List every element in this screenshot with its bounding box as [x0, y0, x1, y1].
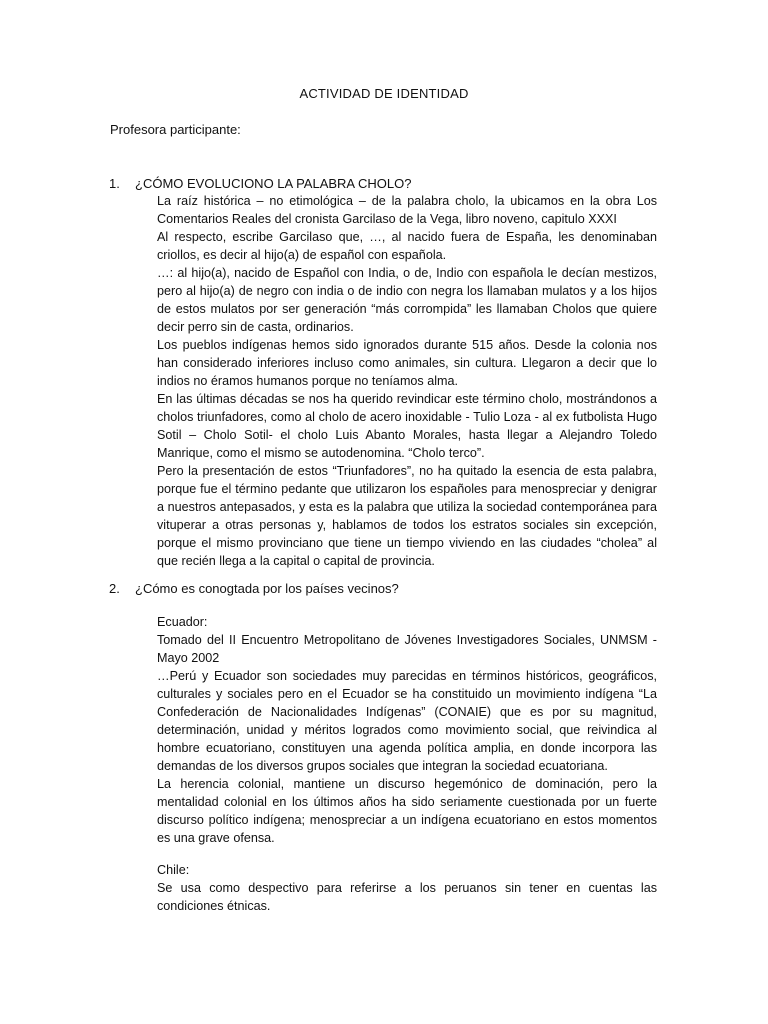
section-1-paragraph: Los pueblos indígenas hemos sido ignorados durante 515 años. Desde la colonia nos han considerado inferiores incluso como animales, sin cultura. Llegaron a decir que lo indios no éramos humanos porque no teníamos alma. — [157, 338, 657, 388]
section-1-paragraph: En las últimas décadas se nos ha querido revindicar este término cholo, mostrándonos a cholos triunfadores, como al cholo de acero inoxidable - Tulio Loza - al ex futbolista Hugo Sotil – Cholo Sotil- el cholo Luis Abanto Morales, hasta llegar a Alejandro Toledo Manrique, como el mismo se autodenomina. “Cholo terco”. — [157, 392, 657, 460]
section-2-ecuador — [157, 613, 657, 847]
ecuador-paragraph: …Perú y Ecuador son sociedades muy parecidas en términos históricos, geográficos, culturales y sociales pero en el Ecuador se ha constituido un movimiento indígena “La Confederación de Nacionalidades Indígenas” (CONAIE) que es por su magnitud, determinación, unidad y méritos logrados como movimiento social, que reivindica al hombre ecuatoriano, constituyen una agenda política amplia, en donde incorpora las demandas de los diversos grupos sociales que integran la sociedad ecuatoriana. — [157, 669, 657, 773]
section-1-paragraph: La raíz histórica – no etimológica – de la palabra cholo, la ubicamos en la obra Los Comentarios Reales del cronista Garcilaso de la Vega, libro noveno, capitulo XXXI — [157, 194, 657, 226]
chile-heading: Chile: — [157, 863, 190, 877]
teacher-label: Profesora participante: — [110, 122, 241, 137]
section-1-paragraph: Al respecto, escribe Garcilaso que, …, al nacido fuera de España, les denominaban criollos, es decir al hijo(a) de español con española. — [157, 230, 657, 262]
section-1-body — [157, 192, 657, 570]
chile-paragraph: Se usa como despectivo para referirse a los peruanos sin tener en cuentas las condiciones étnicas. — [157, 881, 657, 913]
ecuador-paragraph: La herencia colonial, mantiene un discurso hegemónico de dominación, pero la mentalidad colonial en los últimos años ha sido seriamente cuestionada por un fuerte discurso político indígena; menospreciar a un indígena ecuatoriano en estos momentos es una grave ofensa. — [157, 777, 657, 845]
document-title: ACTIVIDAD DE IDENTIDAD — [299, 86, 469, 101]
question-2-text: ¿Cómo es conogtada por los países vecinos? — [135, 581, 399, 596]
ecuador-heading: Ecuador: — [157, 615, 208, 629]
question-1 — [109, 175, 412, 193]
question-2-number: 2. — [109, 581, 120, 596]
section-1-paragraph: …: al hijo(a), nacido de Español con India, o de, Indio con española le decían mestizos, pero al hijo(a) de negro con india o de indio con negra los llamaban mulatos y a los hijos de estos mulatos por ser generación “más corrompida” les llamaban Cholos que quiere decir perro sin de casta, ordinarios. — [157, 266, 657, 334]
ecuador-source: Tomado del II Encuentro Metropolitano de Jóvenes Investigadores Sociales, UNMSM - Mayo 2002 — [157, 633, 657, 665]
section-2-chile — [157, 861, 657, 915]
question-2 — [109, 580, 399, 598]
section-1-paragraph: Pero la presentación de estos “Triunfadores”, no ha quitado la esencia de esta palabra, porque fue el término pedante que utilizaron los españoles para menospreciar y denigrar a nuestros antepasados, y esta es la palabra que utiliza la sociedad contemporánea para vituperar a otras personas y, hablamos de todos los estratos sociales sin excepción, porque el mismo provinciano que tiene un tiempo viviendo en las ciudades “cholea” al que recién llega a la capital o capital de provincia. — [157, 464, 657, 568]
question-1-number: 1. — [109, 176, 120, 191]
question-1-text: ¿CÓMO EVOLUCIONO LA PALABRA CHOLO? — [135, 176, 412, 191]
